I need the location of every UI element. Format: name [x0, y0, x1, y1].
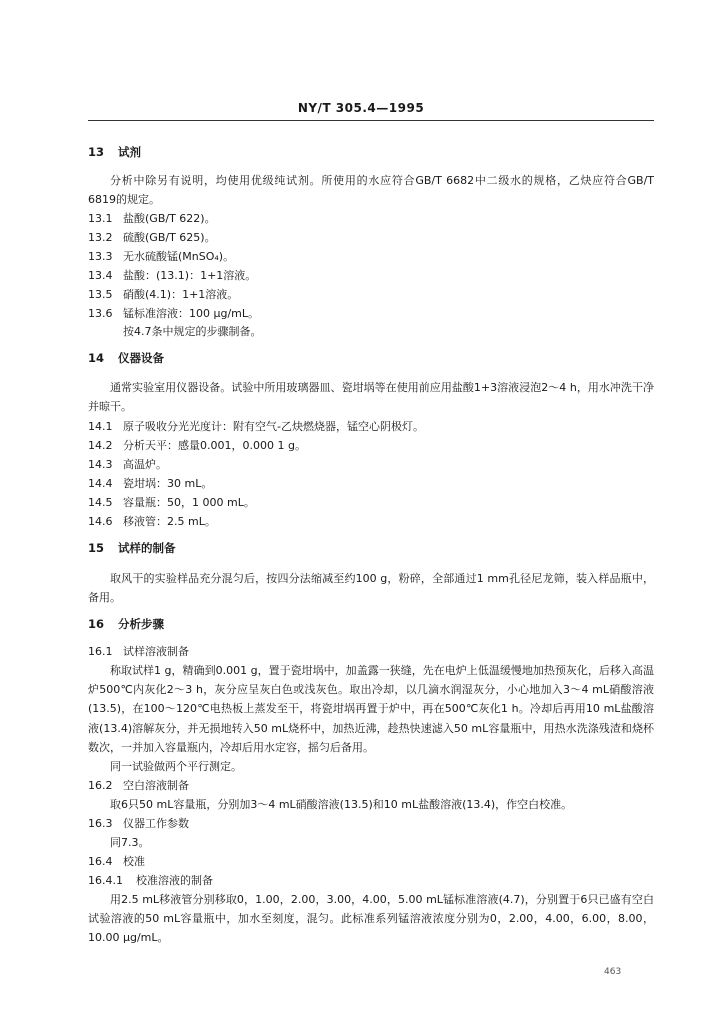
item-13-1: 13.1 盐酸(GB/T 622)。 — [88, 212, 216, 225]
subsection-16-3-text: 同7.3。 — [110, 836, 150, 849]
section-14-intro: 通常实验室用仪器设备。试验中所用玻璃器皿、瓷坩埚等在使用前应用盐酸1+3溶液浸泡2～4 h，用水冲洗干净并晾干。 — [88, 381, 654, 413]
section-13-heading — [88, 143, 654, 162]
subsection-16-4-1-heading: 16.4.1 校准溶液的制备 — [88, 874, 213, 887]
section-15-heading: 15 试样的制备 — [88, 541, 176, 555]
item-13-2: 13.2 硫酸(GB/T 625)。 — [88, 231, 216, 244]
item-13-4: 13.4 盐酸：(13.1)：1+1溶液。 — [88, 269, 257, 282]
subsection-16-2-text: 取6只50 mL容量瓶，分别加3～4 mL硝酸溶液(13.5)和10 mL盐酸溶液(13.4)，作空白校准。 — [110, 798, 573, 811]
item-14-2: 14.2 分析天平：感量0.001，0.000 1 g。 — [88, 439, 306, 452]
item-14-4: 14.4 瓷坩埚：30 mL。 — [88, 477, 213, 490]
subsection-16-1-heading: 16.1 试样溶液制备 — [88, 645, 189, 658]
section-title: 试剂 — [118, 145, 141, 159]
section-13-intro: 分析中除另有说明，均使用优级纯试剂。所使用的水应符合GB/T 6682中二级水的规格，乙炔应符合GB/T 6819的规定。 — [88, 174, 654, 206]
subsection-16-1-note: 同一试验做两个平行测定。 — [110, 760, 242, 773]
item-13-6: 13.6 锰标准溶液：100 μg/mL。 — [88, 307, 260, 320]
header-rule — [88, 120, 654, 121]
section-15-text: 取风干的实验样品充分混匀后，按四分法缩减至约100 g，粉碎，全部通过1 mm孔径尼龙筛，装入样品瓶中，备用。 — [88, 572, 654, 604]
subsection-16-4-1-text: 用2.5 mL移液管分别移取0，1.00，2.00，3.00，4.00，5.00 mL锰标准溶液(4.7)，分别置于6只已盛有空白试验溶液的50 mL容量瓶中，加水至刻度，混匀。此标准系列锰溶液浓度分别为0，2.00，4.00，6.00，8.00，10.00 μg/mL。 — [88, 893, 654, 944]
section-16-heading: 16 分析步骤 — [88, 617, 164, 631]
subsection-16-2-heading: 16.2 空白溶液制备 — [88, 779, 189, 792]
item-13-3: 13.3 无水硫酸锰(MnSO₄)。 — [88, 250, 235, 263]
section-14-heading: 14 仪器设备 — [88, 351, 164, 365]
subsection-16-3-heading: 16.3 仪器工作参数 — [88, 817, 189, 830]
section-number: 13 — [88, 145, 105, 159]
subsection-16-4-heading: 16.4 校准 — [88, 855, 145, 868]
standard-number-header: NY/T 305.4—1995 — [297, 101, 425, 115]
item-14-3: 14.3 高温炉。 — [88, 458, 167, 471]
item-14-1: 14.1 原子吸收分光光度计：附有空气-乙炔燃烧器，锰空心阴极灯。 — [88, 420, 424, 433]
item-13-5: 13.5 硝酸(4.1)：1+1溶液。 — [88, 288, 239, 301]
item-14-5: 14.5 容量瓶：50，1 000 mL。 — [88, 496, 255, 509]
item-13-6-note: 按4.7条中规定的步骤制备。 — [123, 325, 262, 338]
page-number: 463 — [604, 967, 622, 977]
item-14-6: 14.6 移液管：2.5 mL。 — [88, 515, 216, 528]
subsection-16-1-text: 称取试样1 g，精确到0.001 g，置于瓷坩埚中，加盖露一狭缝，先在电炉上低温缓慢地加热预灰化，后移入高温炉500℃内灰化2～3 h，灰分应呈灰白色或浅灰色。取出冷却，以几滴水润湿灰分，小心地加入3～4 mL硝酸溶液(13.5)，在100～120℃电热板上蒸发至干，将瓷坩埚再置于炉中，再在500℃灰化1 h。冷却后再用10 mL盐酸溶液(13.4)溶解灰分，并无损地转入50 mL烧杯中，加热近沸，趁热快速滤入50 mL容量瓶中，用热水洗涤残渣和烧杯数次，一并加入容量瓶内，冷却后用水定容，摇匀后备用。 — [88, 664, 654, 754]
